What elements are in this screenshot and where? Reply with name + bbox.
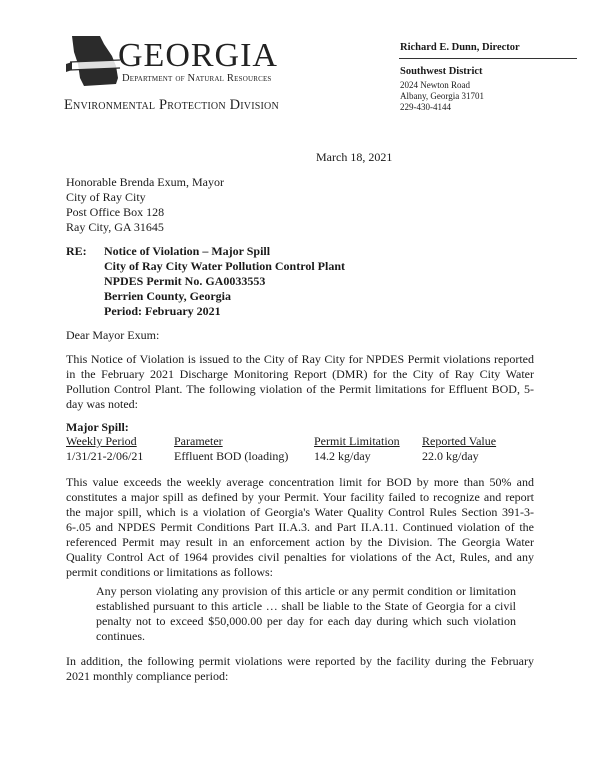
re-subject: Notice of Violation – Major Spill (104, 244, 271, 258)
statute-quote: Any person violating any provision of this article or any permit condition or limitation established pursuant to this article … shall be liable to the State of Georgia for a civil penalty not to exceed $50,000.00 per day for each day during which such violation continues. (96, 584, 516, 643)
phone-number: 229-430-4144 (400, 102, 451, 112)
spill-cell-period: 1/31/21-2/06/21 (66, 449, 144, 463)
re-period: Period: February 2021 (104, 304, 221, 318)
letter-date: March 18, 2021 (316, 150, 393, 164)
letterhead-title: GEORGIA (118, 37, 278, 74)
spill-header-period: Weekly Period (66, 434, 137, 448)
division-name: Environmental Protection Division (64, 97, 279, 113)
spill-header-parameter: Parameter (174, 434, 223, 448)
spill-cell-reported: 22.0 kg/day (422, 449, 479, 463)
address-street: 2024 Newton Road (400, 80, 470, 90)
director-name: Richard E. Dunn, Director (400, 42, 520, 53)
recipient-city: Ray City, GA 31645 (66, 220, 164, 234)
recipient-po-box: Post Office Box 128 (66, 205, 165, 219)
re-label: RE: (66, 244, 87, 258)
spill-cell-parameter: Effluent BOD (loading) (174, 449, 289, 463)
body-paragraph-3: In addition, the following permit violations were reported by the facility during the February 2021 monthly compliance period: (66, 654, 534, 683)
salutation: Dear Mayor Exum: (66, 328, 160, 342)
department-name: Department of Natural Resources (122, 73, 272, 84)
re-permit: NPDES Permit No. GA0033553 (104, 274, 266, 288)
letterhead-divider (399, 58, 577, 59)
re-county: Berrien County, Georgia (104, 289, 231, 303)
spill-cell-limit: 14.2 kg/day (314, 449, 371, 463)
district-name: Southwest District (400, 66, 483, 77)
recipient-name: Honorable Brenda Exum, Mayor (66, 175, 224, 189)
spill-header-limit: Permit Limitation (314, 434, 400, 448)
body-paragraph-1: This Notice of Violation is issued to the City of Ray City for NPDES Permit violations reported in the February 2021 Discharge Monitoring Report (DMR) for the City of Ray City Water Pollution Control Plant. The following violation of the Permit limitations for Effluent BOD, 5-day was noted: (66, 352, 534, 411)
body-paragraph-2: This value exceeds the weekly average concentration limit for BOD by more than 50% and constitutes a major spill as defined by your Permit. Your facility failed to recognize and report the major spill, which is a violation of Georgia's Water Quality Control Rules Section 391-3-6-.05 and NPDES Permit Conditions Part II.A.3. and Part II.A.11. Continued violation of the referenced Permit may result in an enforcement action by the Division. The Georgia Water Quality Control Act of 1964 provides civil penalties for violations of the Act, Rules, and any permit conditions or limitations as follows: (66, 475, 534, 579)
spill-header-reported: Reported Value (422, 434, 497, 448)
recipient-org: City of Ray City (66, 190, 146, 204)
spill-table-title: Major Spill: (66, 420, 129, 434)
re-facility: City of Ray City Water Pollution Control Plant (104, 259, 345, 273)
address-city: Albany, Georgia 31701 (400, 91, 484, 101)
